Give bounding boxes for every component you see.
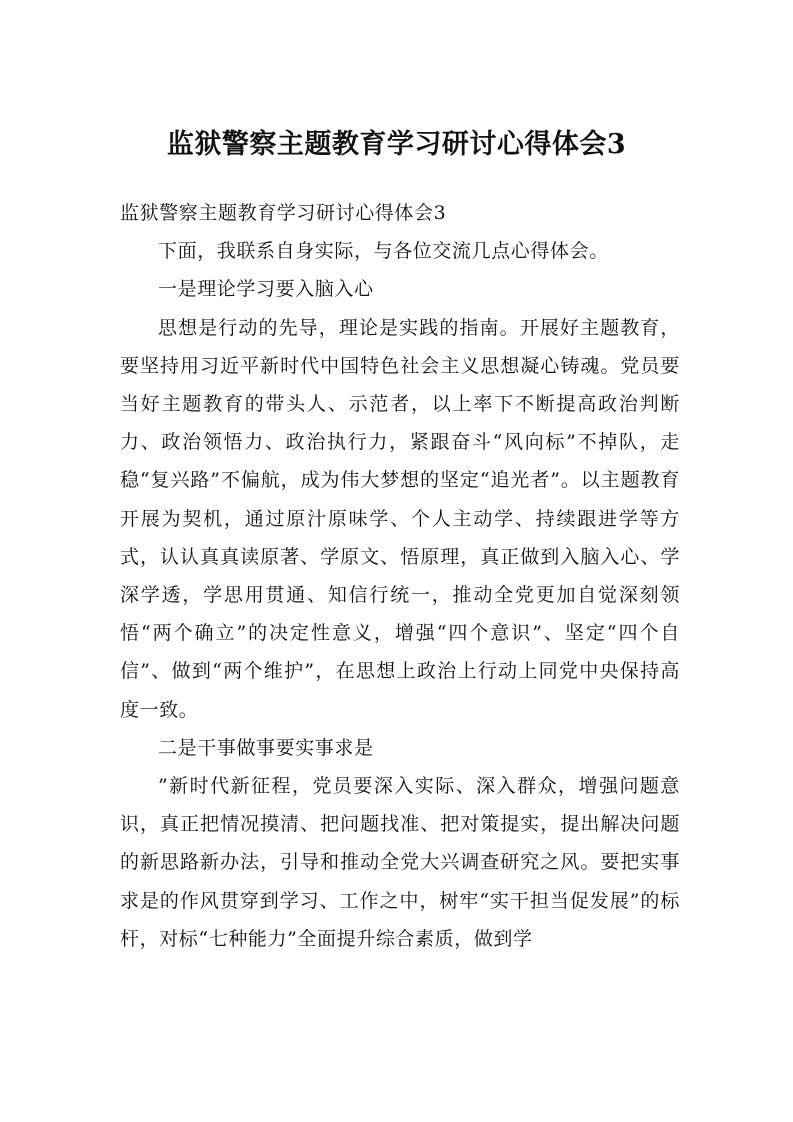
intro-paragraph: 下面，我联系自身实际，与各位交流几点心得体会。 <box>158 240 609 263</box>
body-paragraph-2: ”新时代新征程，党员要深入实际、深入群众，增强问题意识，真正把情况摸清、把问题找准、把对策提实，提出解决问题的新思路新办法，引导和推动全党大兴调查研究之风。要把实事求是的作风贯穿到学习、工作之中，树牢“实干担当促发展”的标杆，对标“七种能力”全面提升综合素质，做到学 <box>120 775 680 950</box>
document-title: 监狱警察主题教育学习研讨心得体会3 <box>166 129 627 160</box>
body-paragraph-1: 思想是行动的先导，理论是实践的指南。开展好主题教育，要坚持用习近平新时代中国特色社会主义思想凝心铸魂。党员要当好主题教育的带头人、示范者，以上率下不断提高政治判断力、政治领悟力、政治执行力，紧跟奋斗“风向标”不掉队，走稳“复兴路”不偏航，成为伟大梦想的坚定“追光者”。以主题教育开展为契机，通过原汁原味学、个人主动学、持续跟进学等方式，认认真真读原著、学原文、悟原理，真正做到入脑入心、学深学透，学思用贯通、知信行统一，推动全党更加自觉深刻领悟“两个确立”的决定性意义，增强“四个意识”、坚定“四个自信”、做到“两个维护”，在思想上政治上行动上同党中央保持高度一致。 <box>120 316 680 721</box>
subtitle-paragraph: 监狱警察主题教育学习研讨心得体会3 <box>120 202 447 224</box>
section-heading-2: 二是干事做事要实事求是 <box>158 736 374 759</box>
section-heading-1: 一是理论学习要入脑入心 <box>158 278 374 301</box>
document-body <box>120 194 680 958</box>
